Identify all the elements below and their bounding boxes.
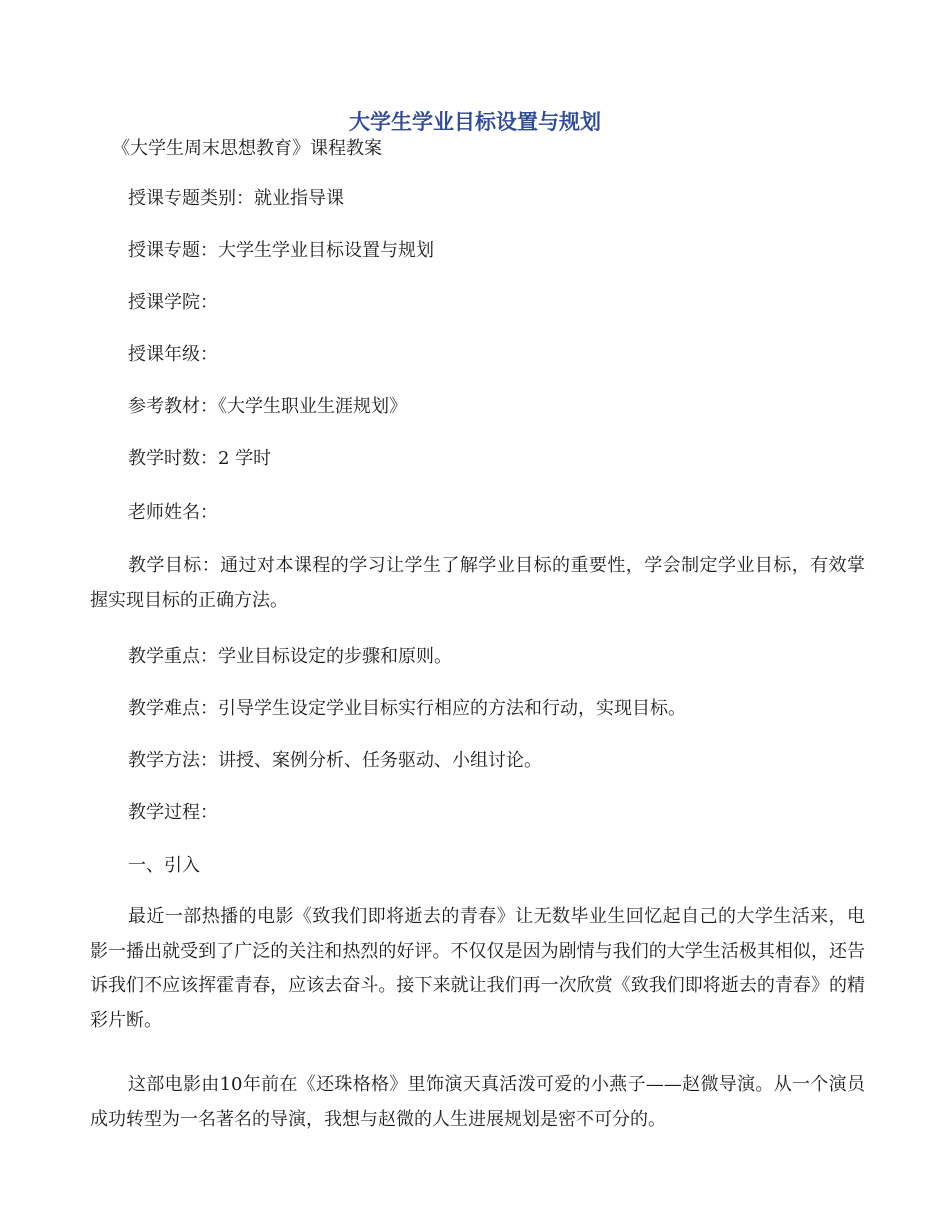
document-subtitle: 《大学生周末思想教育》课程教案 bbox=[112, 138, 382, 159]
field-difficulties: 教学难点：引导学生设定学业目标实行相应的方法和行动，实现目标。 bbox=[128, 698, 686, 719]
field-topic: 授课专题：大学生学业目标设置与规划 bbox=[128, 240, 434, 261]
field-topic-category: 授课专题类别：就业指导课 bbox=[128, 188, 344, 209]
field-grade: 授课年级： bbox=[128, 344, 218, 365]
section-heading-intro: 一、引入 bbox=[128, 855, 200, 876]
field-process: 教学过程： bbox=[128, 802, 218, 823]
field-key-points: 教学重点：学业目标设定的步骤和原则。 bbox=[128, 646, 452, 667]
field-hours: 教学时数：2 学时 bbox=[128, 448, 272, 469]
paragraph-director: 这部电影由10年前在《还珠格格》里饰演天真活泼可爱的小燕子——赵微导演。从一个演员成功转型为一名著名的导演，我想与赵微的人生进展规划是密不可分的。 bbox=[90, 1074, 865, 1130]
field-textbook: 参考教材：《大学生职业生涯规划》 bbox=[128, 396, 407, 417]
document-title: 大学生学业目标设置与规划 bbox=[349, 109, 601, 134]
paragraph-intro: 最近一部热播的电影《致我们即将逝去的青春》让无数毕业生回忆起自己的大学生活来，电影一播出就受到了广泛的关注和热烈的好评。不仅仅是因为剧情与我们的大学生活极其相似，还告诉我们不应该挥霍青春，应该去奋斗。接下来就让我们再一次欣赏《致我们即将逝去的青春》的精彩片断。 bbox=[90, 906, 865, 1031]
teaching-objective: 教学目标：通过对本课程的学习让学生了解学业目标的重要性，学会制定学业目标，有效掌握实现目标的正确方法。 bbox=[90, 555, 865, 611]
field-teacher: 老师姓名： bbox=[128, 502, 218, 523]
field-methods: 教学方法：讲授、案例分析、任务驱动、小组讨论。 bbox=[128, 750, 542, 771]
field-college: 授课学院： bbox=[128, 292, 218, 313]
